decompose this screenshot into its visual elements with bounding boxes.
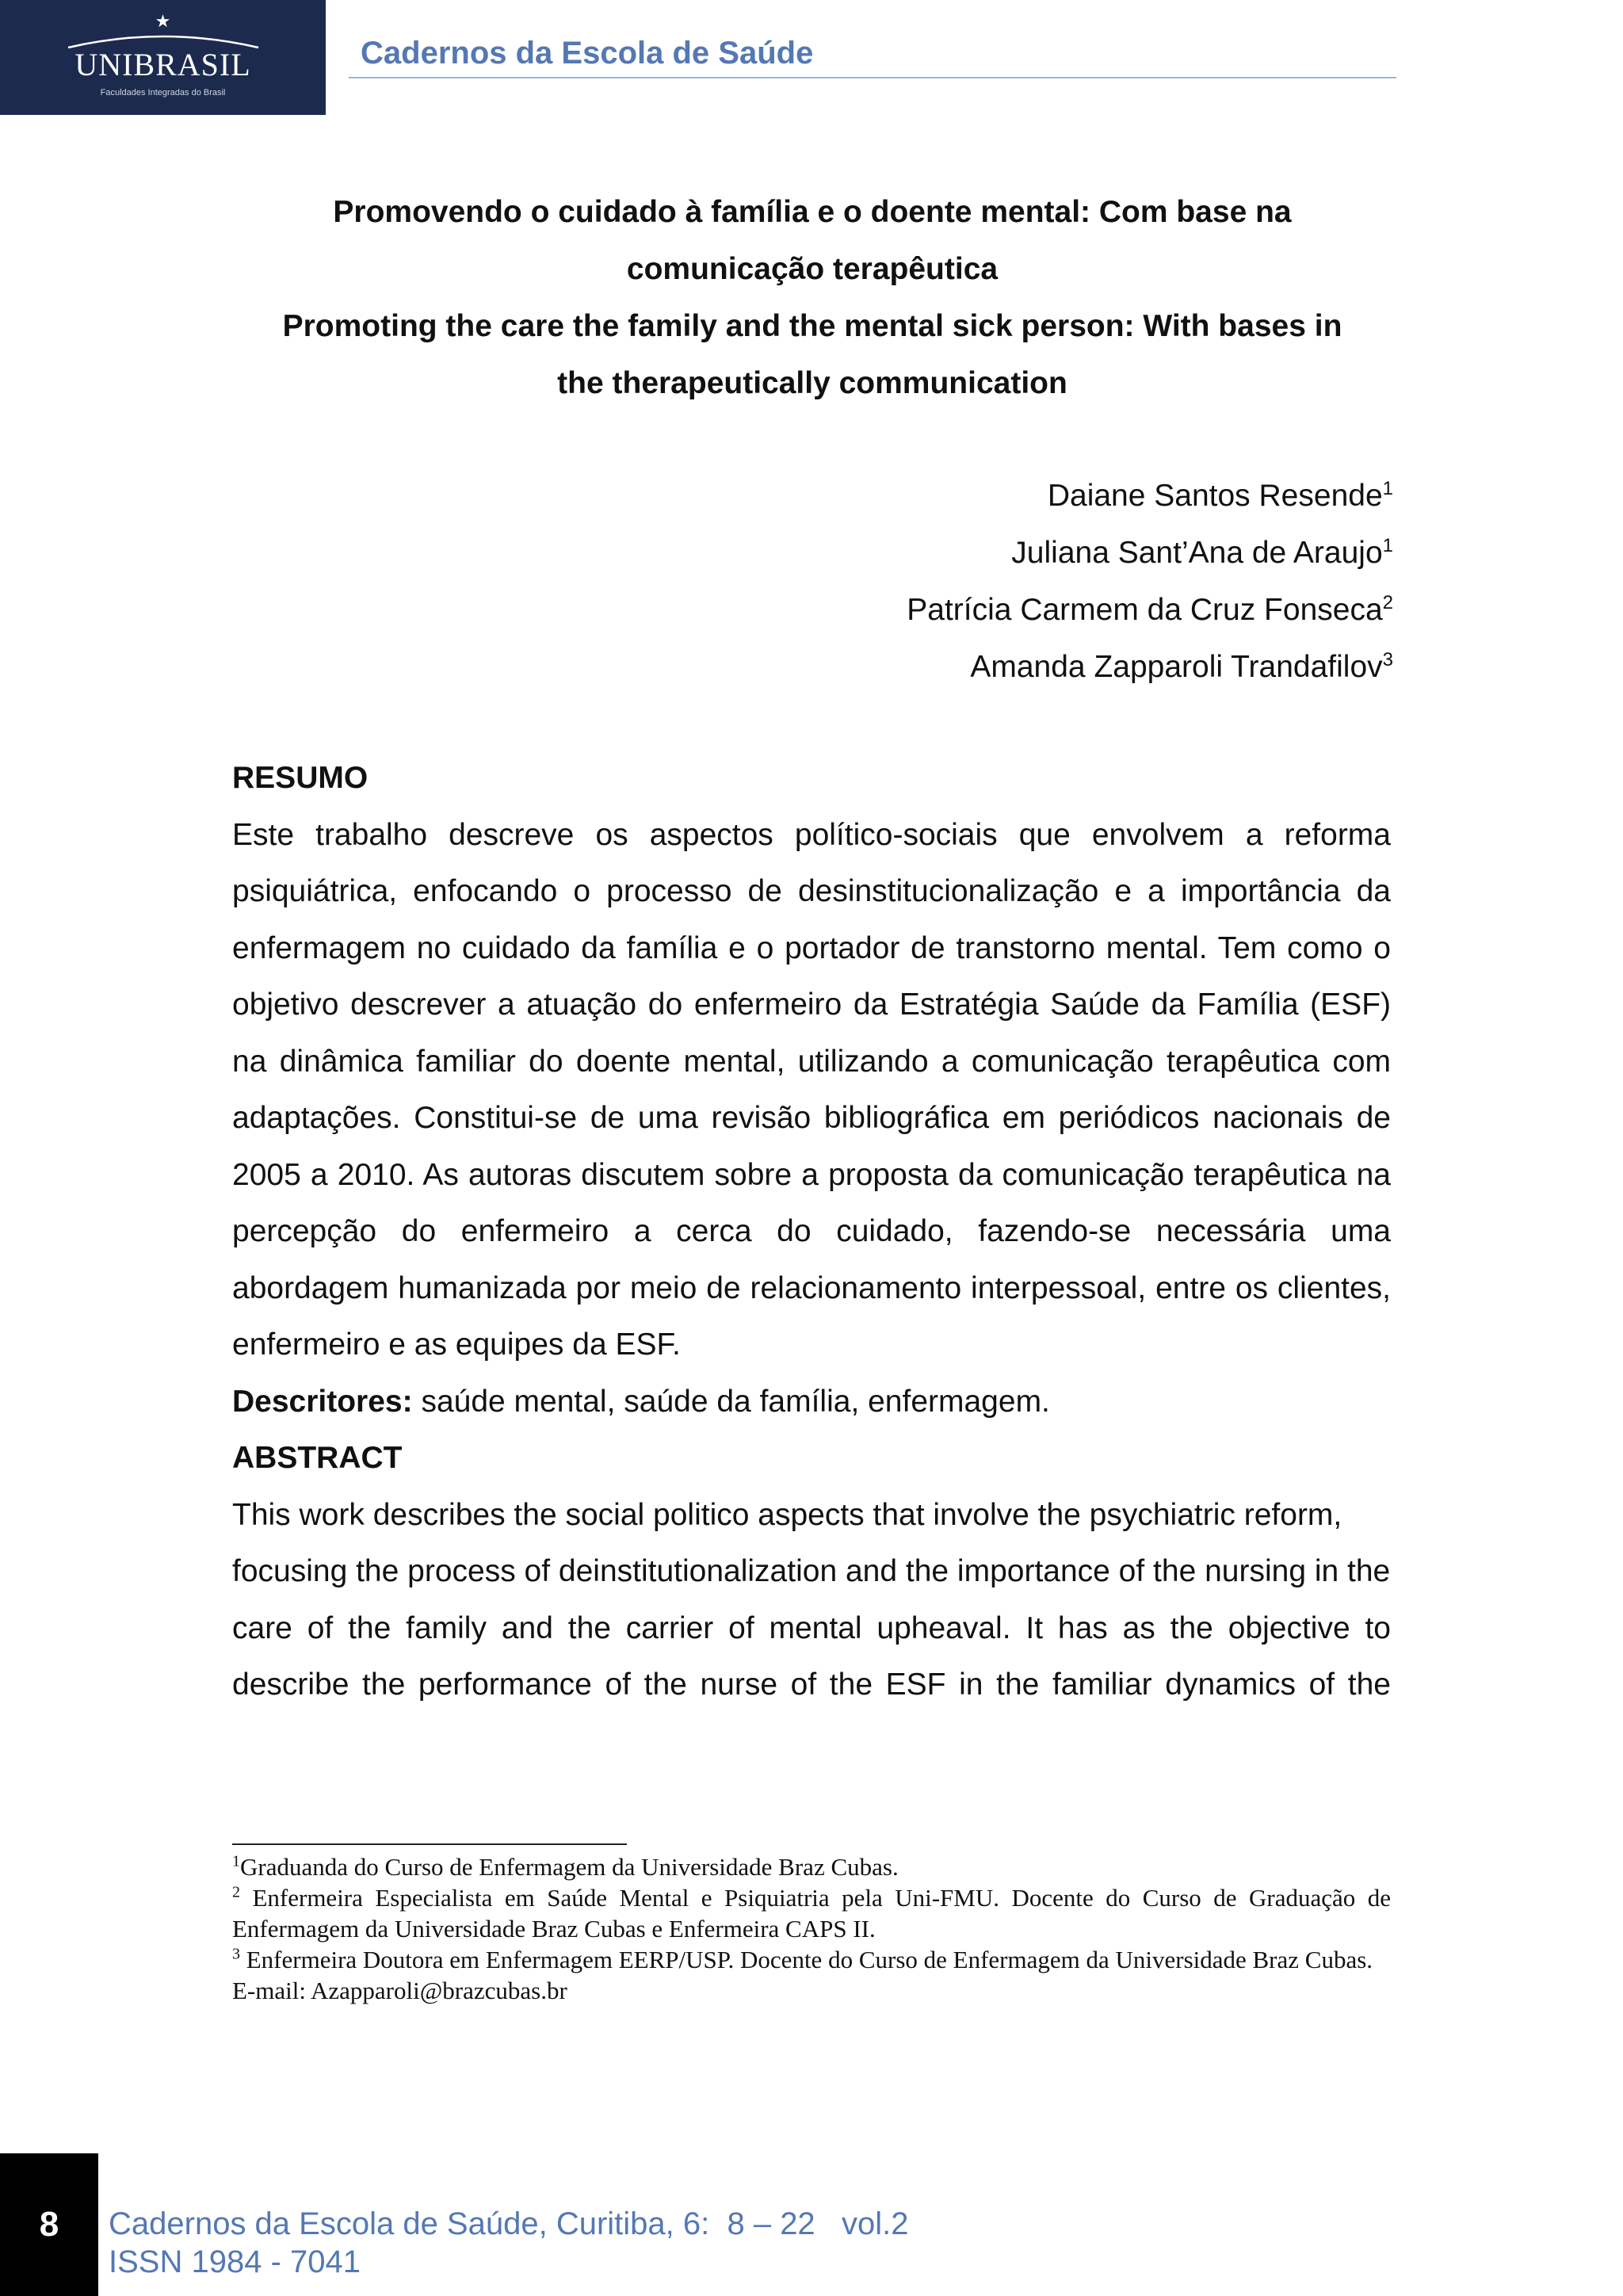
footnote-email: E-mail: Azapparoli@brazcubas.br xyxy=(232,1977,567,2004)
header-divider xyxy=(349,77,1396,78)
keywords-label: Descritores: xyxy=(232,1384,413,1419)
footnote: $^3$ Enfermeira Doutora em Enfermagem EERP/USP. Docente do Curso de Enfermagem da Universidade Braz Cubas. xyxy=(232,1945,1373,1973)
keywords-text: saúde mental, saúde da família, enfermagem. xyxy=(412,1384,1050,1419)
page-number: 8 xyxy=(0,2153,98,2296)
logo-name: UNIBRASIL xyxy=(74,46,251,82)
abstract-paragraph-part1: This work describes the social politico aspects that involve the psychiatric reform, focusing the process of deinstitutionalization and the importance of the nursing in the xyxy=(232,1497,1391,1588)
author: Daiane Santos Resende$^1$ xyxy=(1047,478,1393,513)
abstract-heading: ABSTRACT xyxy=(232,1441,403,1475)
title-en-line1: Promoting the care the family and the mental sick person: With bases in xyxy=(282,309,1342,343)
star-icon: ★ xyxy=(155,10,171,31)
publisher-logo xyxy=(0,0,326,115)
footnote-divider xyxy=(232,1843,627,1845)
article-body xyxy=(232,750,1391,1713)
title-pt-line1: Promovendo o cuidado à família e o doente mental: Com base na xyxy=(333,195,1292,229)
article-title xyxy=(230,184,1395,412)
logo-subtitle: Faculdades Integradas do Brasil xyxy=(100,87,226,97)
affiliation-mark: 3 xyxy=(1382,649,1393,670)
issn-line: ISSN 1984 - 7041 xyxy=(109,2244,361,2279)
keywords-line xyxy=(232,1373,1391,1431)
footer-citation xyxy=(109,2205,909,2281)
author: Amanda Zapparoli Trandafilov$^3$ xyxy=(970,649,1393,684)
author: Patrícia Carmem da Cruz Fonseca$^2$ xyxy=(907,592,1393,627)
footnote: $^2$ Enfermeira Especialista em Saúde Mental e Psiquiatria pela Uni-FMU. Docente do Curso de Graduação de Enfermagem da Universidade Braz Cubas e Enfermeira CAPS II. xyxy=(232,1883,1391,1943)
abstract-paragraph-part2: care of the family and the carrier of mental upheaval. It has as the objective to describe the performance of the nurse of the ESF in the familiar dynamics of the xyxy=(232,1610,1391,1702)
resumo-paragraph: Este trabalho descreve os aspectos político-sociais que envolvem a reforma psiquiátrica, enfocando o processo de desinstitucionalização e a importância da enfermagem no cuidado da família e o portador de transtorno mental. Tem como o objetivo descrever a atuação do enfermeiro da Estratégia Saúde da Família (ESF) na dinâmica familiar do doente mental, utilizando a comunicação terapêutica com adaptações. Constitui-se de uma revisão bibliográfica em periódicos nacionais de 2005 a 2010. As autoras discutem sobre a proposta da comunicação terapêutica na percepção do enfermeiro a cerca do cuidado, fazendo-se necessária uma abordagem humanizada por meio de relacionamento interpessoal, entre os clientes, enfermeiro e as equipes da ESF. xyxy=(232,817,1391,1362)
footnote: $^1$Graduanda do Curso de Enfermagem da Universidade Braz Cubas. xyxy=(232,1852,899,1881)
title-pt-line2: comunicação terapêutica xyxy=(626,252,999,286)
author: Juliana Sant’Ana de Araujo$^1$ xyxy=(1011,535,1393,570)
affiliation-mark: 1 xyxy=(1382,535,1393,556)
journal-title: Cadernos da Escola de Saúde xyxy=(361,36,814,71)
affiliation-mark: 2 xyxy=(1382,592,1393,613)
footnotes xyxy=(232,1851,1391,2006)
affiliation-mark: 1 xyxy=(1382,478,1393,499)
title-en-line2: the therapeutically communication xyxy=(557,366,1067,400)
resumo-heading: RESUMO xyxy=(232,761,369,795)
citation-line: Cadernos da Escola de Saúde, Curitiba, 6: 8 – 22 vol.2 xyxy=(109,2206,909,2241)
author-list xyxy=(907,468,1393,696)
